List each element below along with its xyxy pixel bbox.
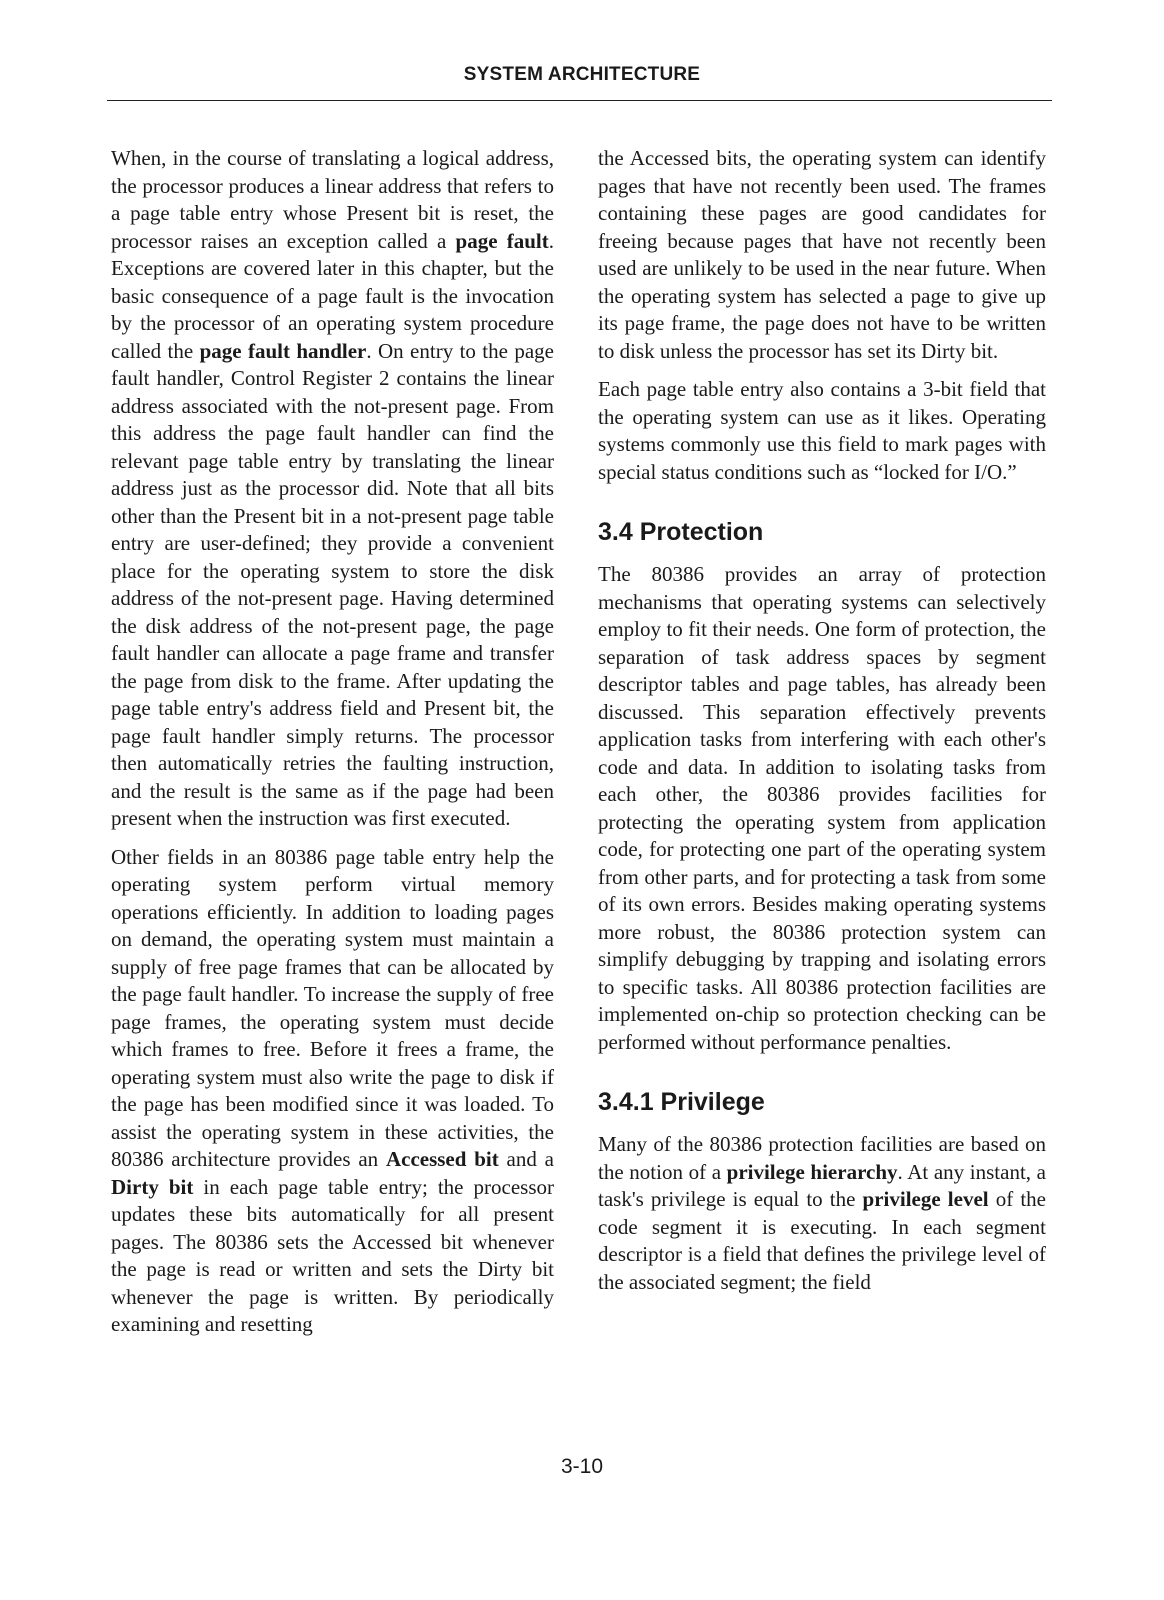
term-dirty-bit: Dirty bit — [111, 1174, 194, 1199]
text-run: . Exceptions are covered later in this chapter, but the basic consequence of a page fault is the invocation by the processor of an operating system procedure called the — [111, 228, 555, 363]
text-run: . On entry to the page fault handler, Control Register 2 contains the linear address associated with the not-present page. From this address the page fault handler can find the relevant page table entry by translating the linear address just as the processor did. Note that all bits other than the Present bit in a not-present page table entry are user-defined; they provide a convenient place for the operating system to store the disk address of the not-present page. Having determined the disk address of the not-present page, the page fault handler can allocate a page frame and transfer the page from disk to the frame. After updating the page table entry's address field and Present bit, the page fault handler simply returns. The processor then automatically retries the faulting instruction, and the result is the same as if the page had been present when the instruction was first executed. — [111, 338, 554, 830]
term-page-fault: page fault — [455, 228, 549, 253]
term-page-fault-handler: page fault handler — [199, 338, 367, 363]
paragraph-protection: The 80386 provides an array of protection mechanisms that operating systems can selectively employ to fit their needs. One form of protection, the separation of task address spaces by segment descriptor tables and page tables, has already been discussed. This separation effectively prevents application tasks from interfering with each other's code and data. In addition to isolating tasks from each other, the 80386 provides facilities for protecting the operating system from application code, for protecting one part of the operating system from other parts, and for protecting a task from some of its own errors. Besides making operating systems more robust, the 80386 protection system can simplify debugging by trapping and isolating errors to specific tasks. All 80386 protection facilities are implemented on-chip so protection checking can be performed without performance penalties. — [598, 562, 1046, 1054]
term-privilege-level: privilege level — [862, 1187, 989, 1211]
paragraph-page-fault — [111, 145, 554, 833]
text-run: Many of the 80386 protection facilities are based on the notion of a — [598, 1132, 1046, 1184]
right-column — [598, 145, 1046, 1307]
text-run: When, in the course of translating a logical address, the processor produces a linear address that refers to a page table entry whose Present bit is reset, the processor raises an exception called a — [111, 146, 554, 253]
page-number: 3-10 — [560, 1455, 604, 1478]
section-heading-protection: 3.4 Protection — [598, 518, 764, 546]
subsection-heading-privilege: 3.4.1 Privilege — [598, 1088, 765, 1116]
text-run: of the code segment it is executing. In each segment descriptor is a field that defines the privilege level of the associated segment; the field — [598, 1187, 1046, 1294]
text-run: Other fields in an 80386 page table entry help the operating system perform virtual memory operations efficiently. In addition to loading pages on demand, the operating system must maintain a supply of free page frames that can be allocated by the page fault handler. To increase the supply of free page frames, the operating system must decide which frames to free. Before it frees a frame, the operating system must also write the page to disk if the page has been modified since it was loaded. To assist the operating system in these activities, the 80386 architecture provides an — [111, 844, 554, 1171]
paragraph-page-table-fields — [111, 844, 554, 1339]
term-privilege-hierarchy: privilege hierarchy — [726, 1159, 898, 1184]
paragraph-privilege — [598, 1131, 1046, 1296]
text-run: and a — [498, 1147, 554, 1171]
text-run: . At any instant, a task's privilege is equal to the — [598, 1159, 1046, 1211]
paragraph-accessed-bits: the Accessed bits, the operating system can identify pages that have not recently been used. The frames containing these pages are good candidates for freeing because pages that have not recently been used are unlikely to be used in the near future. When the operating system has selected a page to give up its page frame, the page does not have to be written to disk unless the processor has set its Dirty bit. — [598, 146, 1046, 363]
paragraph-3-bit-field: Each page table entry also contains a 3-bit field that the operating system can use as it likes. Operating systems commonly use this field to mark pages with special status conditions such as “locked for I/O.” — [598, 377, 1046, 484]
left-column — [111, 145, 554, 1350]
running-header: SYSTEM ARCHITECTURE — [463, 64, 701, 85]
term-accessed-bit: Accessed bit — [385, 1147, 499, 1171]
header-rule — [107, 100, 1052, 101]
text-run: in each page table entry; the processor updates these bits automatically for all present pages. The 80386 sets the Accessed bit whenever the page is read or written and sets the Dirty bit whenever the page is written. By periodically examining and resetting — [111, 1174, 554, 1336]
